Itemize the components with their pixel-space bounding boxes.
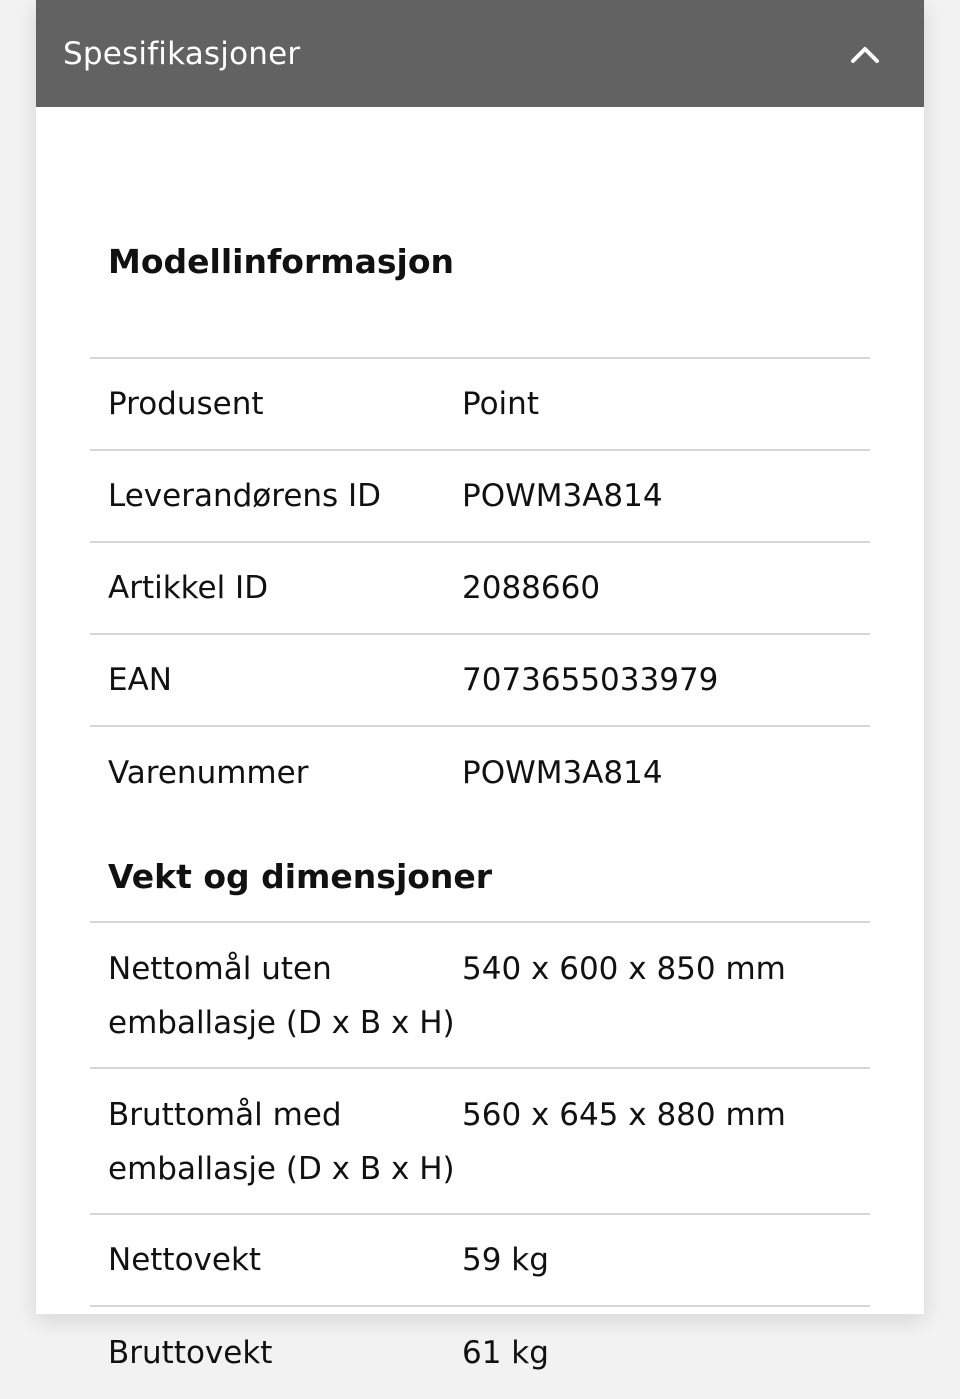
spec-value: 61 kg xyxy=(462,1335,549,1371)
spec-row xyxy=(90,543,870,635)
spec-row xyxy=(90,635,870,727)
section-title-model-info: Modellinformasjon xyxy=(90,107,870,359)
spec-value: 7073655033979 xyxy=(462,662,719,698)
spec-label: Varenummer xyxy=(108,755,309,791)
spec-label: Leverandørens ID xyxy=(108,478,382,514)
spec-value: 2088660 xyxy=(462,570,601,606)
spec-label: EAN xyxy=(108,662,172,698)
specifications-content xyxy=(36,107,924,1399)
spec-label: Artikkel ID xyxy=(108,570,269,606)
spec-label: Bruttovekt xyxy=(108,1335,273,1371)
spec-label: Bruttomål med emballasje (D x B x H) xyxy=(108,1097,455,1187)
spec-value: Point xyxy=(462,386,539,422)
section-title-weight-dimensions: Vekt og dimensjoner xyxy=(90,819,870,923)
spec-row xyxy=(90,1215,870,1307)
spec-label: Nettomål uten emballasje (D x B x H) xyxy=(108,951,455,1041)
spec-value: POWM3A814 xyxy=(462,478,663,514)
spec-row xyxy=(90,1307,870,1399)
spec-row xyxy=(90,451,870,543)
specifications-panel xyxy=(36,0,924,1371)
spec-value: POWM3A814 xyxy=(462,755,663,791)
spec-row xyxy=(90,1069,870,1215)
spec-label: Nettovekt xyxy=(108,1242,262,1278)
chevron-up-icon[interactable] xyxy=(850,39,880,69)
specifications-header[interactable] xyxy=(36,0,924,107)
spec-value: 59 kg xyxy=(462,1242,549,1278)
spec-row xyxy=(90,923,870,1069)
spec-value: 560 x 645 x 880 mm xyxy=(462,1097,786,1133)
spec-row xyxy=(90,727,870,819)
spec-value: 540 x 600 x 850 mm xyxy=(462,951,786,987)
spec-row xyxy=(90,359,870,451)
spec-label: Produsent xyxy=(108,386,264,422)
panel-title: Spesifikasjoner xyxy=(63,35,301,72)
